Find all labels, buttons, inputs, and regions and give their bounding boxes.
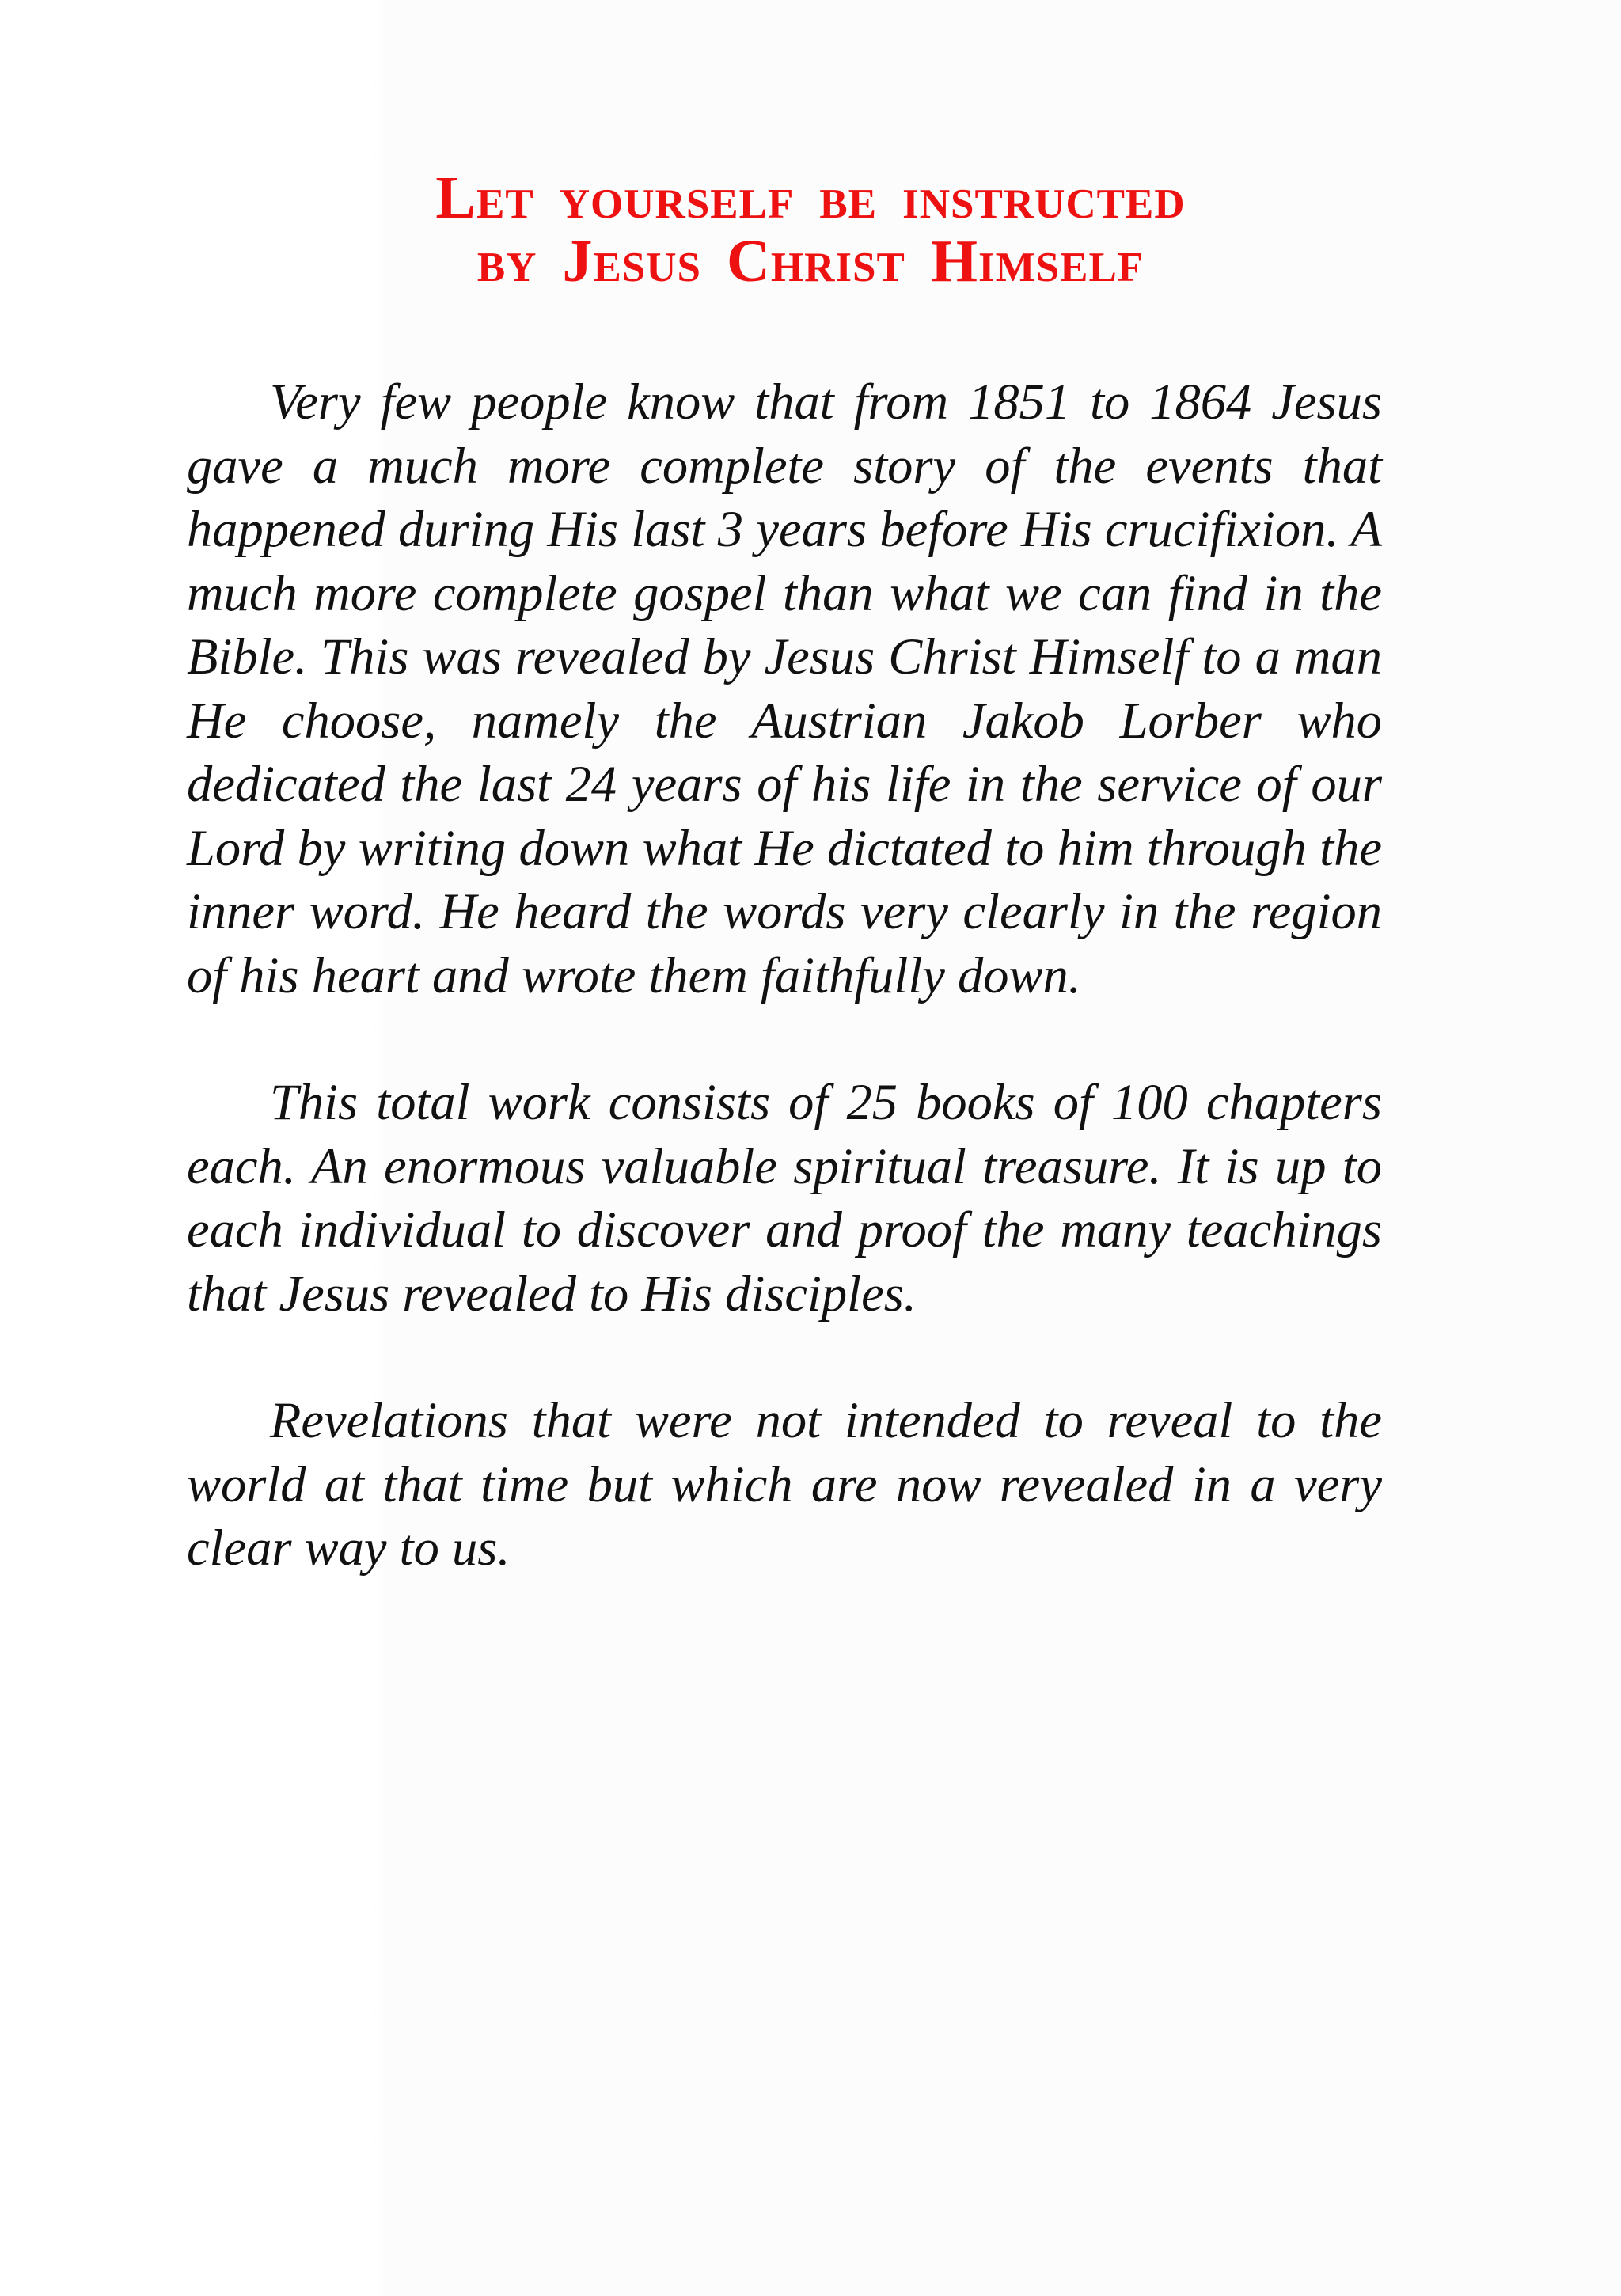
title-line-1: Let yourself be instructed — [435, 165, 1186, 231]
paragraph-2: This total work consists of 25 books of 100 chapters each. An enormous valuable spiritual treasure. It is up to each individual to discover and proof the many teachings that Jesus revealed to His disciples. — [187, 1074, 1382, 1322]
body-text — [187, 370, 1382, 1644]
title-line-2: by Jesus Christ Himself — [476, 228, 1145, 294]
page-title — [0, 166, 1621, 293]
paragraph-1: Very few people know that from 1851 to 1864 Jesus gave a much more complete story of the events that happened during His last 3 years before His crucifixion. A much more complete gospel than what we can find in the Bible. This was revealed by Jesus Christ Himself to a man He choose, namely the Austrian Jakob Lorber who dedicated the last 24 years of his life in the service of our Lord by writing down what He dictated to him through the inner word. He heard the words very clearly in the region of his heart and wrote them faithfully down. — [187, 374, 1382, 1004]
paragraph-3: Revelations that were not intended to reveal to the world at that time but which are now revealed in a very clear way to us. — [187, 1392, 1382, 1576]
